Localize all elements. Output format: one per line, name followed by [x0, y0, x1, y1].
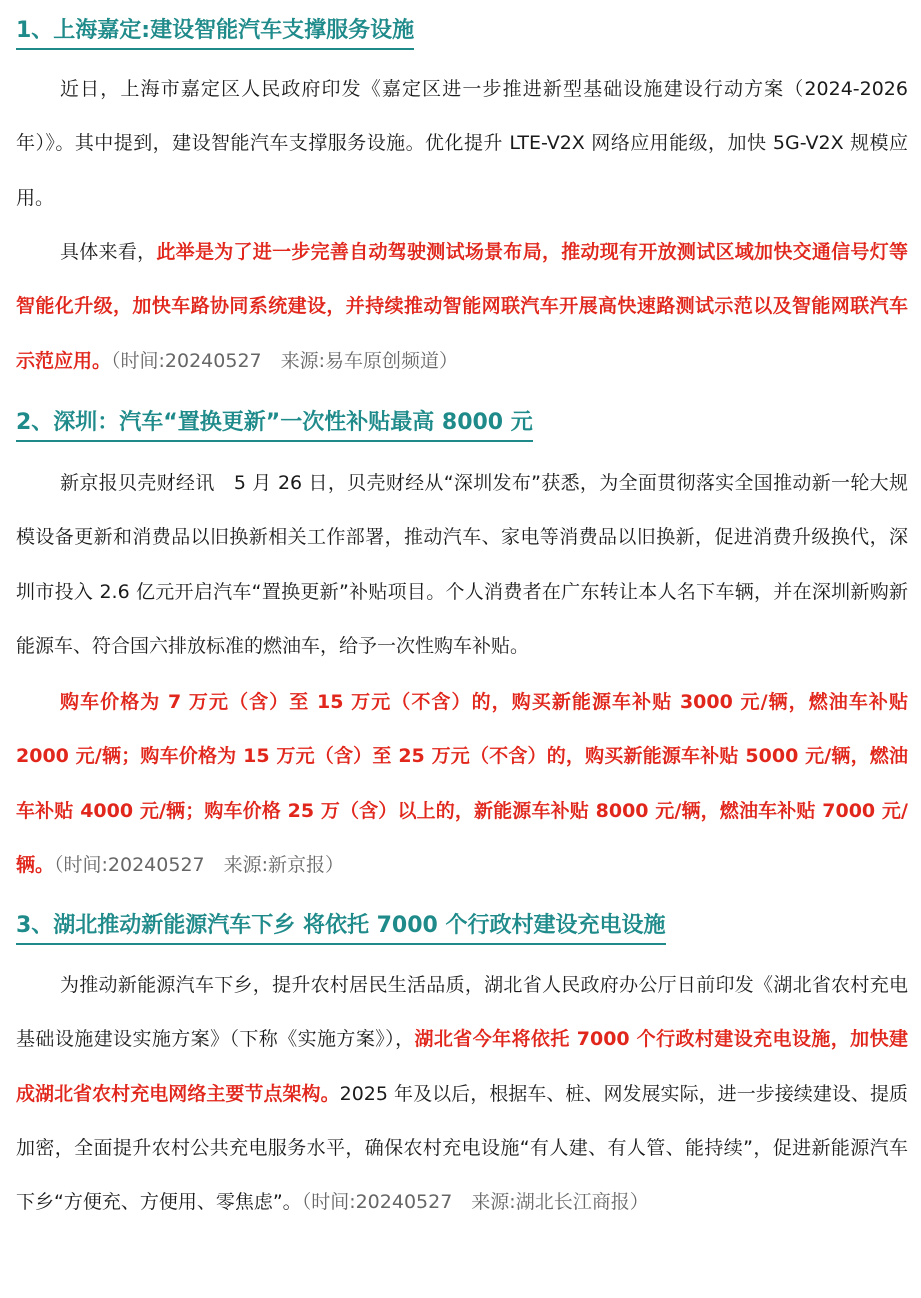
paragraph [16, 958, 908, 1229]
paragraph-text: 新京报贝壳财经讯 5 月 26 日，贝壳财经从“深圳发布”获悉，为全面贯彻落实全国推动新一轮大规模设备更新和消费品以旧换新相关工作部署，推动汽车、家电等消费品以旧换新，促进消费升级换代，深圳市投入 2.6 亿元开启汽车“置换更新”补贴项目。个人消费者在广东转让本人名下车辆，并在深圳新购新能源车、符合国六排放标准的燃油车，给予一次性购车补贴。 [16, 472, 908, 657]
paragraph [16, 225, 908, 388]
highlighted-text: 此举是为了进一步完善自动驾驶测试场景布局，推动现有开放测试区域加快交通信号灯等智能化升级，加快车路协同系统建设，并持续推动智能网联汽车开展高快速路测试示范以及智能网联汽车示范应用。 [16, 241, 908, 372]
source-note: （时间:20240527 来源:易车原创频道） [111, 349, 459, 372]
section-heading-shanghai: 1、上海嘉定:建设智能汽车支撑服务设施 [16, 16, 414, 50]
highlighted-text: 购车价格为 7 万元（含）至 15 万元（不含）的，购买新能源车补贴 3000 元/辆，燃油车补贴 2000 元/辆；购车价格为 15 万元（含）至 25 万元（不含）的，购买新能源车补贴 5000 元/辆，燃油车补贴 4000 元/辆；购车价格 25 万（含）以上的，新能源车补贴 8000 元/辆，燃油车补贴 7000 元/辆。 [16, 691, 908, 876]
source-note: （时间:20240527 来源:湖北长江商报） [301, 1191, 649, 1214]
paragraph [16, 456, 908, 673]
paragraph-lead: 为推动新能源汽车下乡，提升农村居民生活品质，湖北省人民政府办公厅日前印发《湖北省农村充电基础设施建设实施方案》（下称《实施方案》）， [16, 974, 908, 1051]
section-heading-shenzhen: 2、深圳：汽车“置换更新”一次性补贴最高 8000 元 [16, 408, 533, 442]
paragraph-text: 近日，上海市嘉定区人民政府印发《嘉定区进一步推进新型基础设施建设行动方案（2024-2026 年）》。其中提到，建设智能汽车支撑服务设施。优化提升 LTE-V2X 网络应用能级，加快 5G-V2X 规模应用。 [16, 78, 908, 209]
paragraph [16, 675, 908, 892]
paragraph [16, 62, 908, 225]
highlighted-text: 湖北省今年将依托 7000 个行政村建设充电设施，加快建成湖北省农村充电网络主要节点架构。 [16, 1028, 908, 1105]
section-heading-hubei: 3、湖北推动新能源汽车下乡 将依托 7000 个行政村建设充电设施 [16, 911, 666, 945]
paragraph-lead: 具体来看， [60, 241, 157, 263]
source-note: （时间:20240527 来源:新京报） [54, 853, 345, 876]
paragraph-tail: 2025 年及以后，根据车、桩、网发展实际，进一步接续建设、提质加密，全面提升农村公共充电服务水平，确保农村充电设施“有人建、有人管、能持续”，促进新能源汽车下乡“方便充、方便用、零焦虑”。 [16, 1082, 908, 1214]
